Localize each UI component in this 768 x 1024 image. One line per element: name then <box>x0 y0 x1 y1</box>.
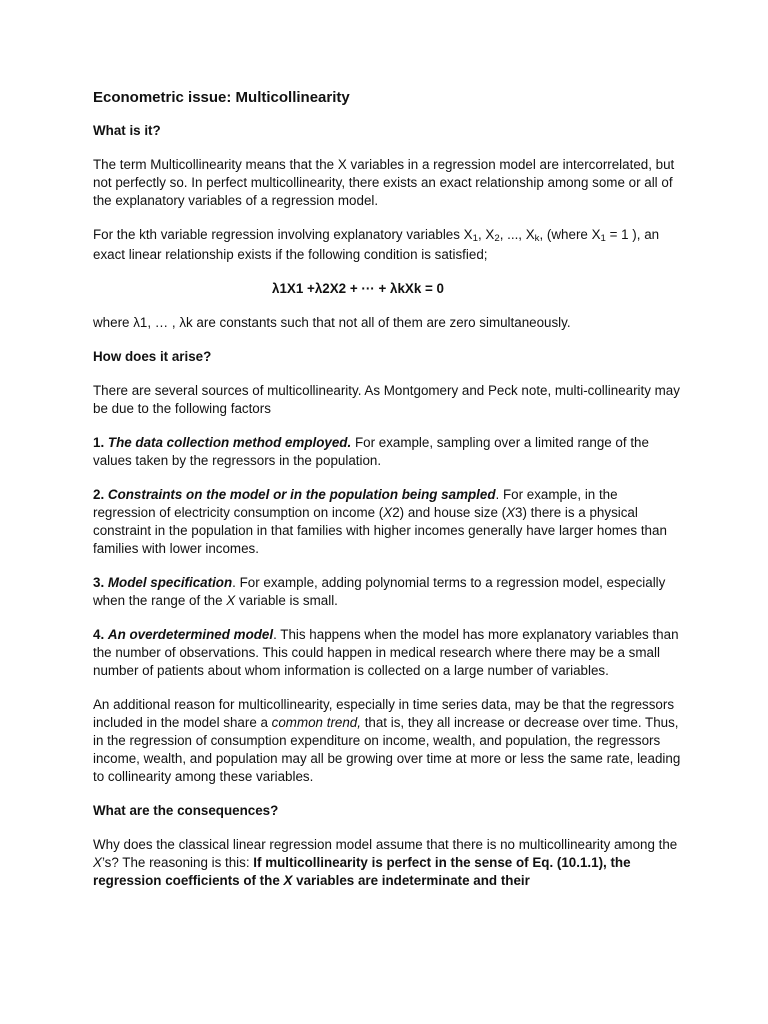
paragraph-common-trend: An additional reason for multicollinearity, especially in time series data, may be that the regressors included in the model share a common trend, that is, they all increase or decrease over time. Thus, in the regression of consumption expenditure on income, wealth, and population, the regressors income, wealth, and population may all be growing over time at more or less the same rate, leading to collinearity among these variables. <box>93 697 681 784</box>
section-heading-consequences: What are the consequences? <box>93 803 279 818</box>
equation-linear-relationship: λ1X1 +λ2X2 + ··· + λkXk = 0 <box>272 281 444 296</box>
paragraph-kth-variable: For the kth variable regression involving explanatory variables $X_1$, $X_2$, ..., $X_k$, (where $X_1 = 1$ ), an exact linear relationship exists if the following condition is satisfied; <box>93 227 660 262</box>
paragraph-definition: The term Multicollinearity means that the X variables in a regression model are intercorrelated, but not perfectly so. In perfect multicollinearity, there exists an exact relationship among some or all of the explanatory variables of a regression model. <box>93 157 675 208</box>
document-title: Econometric issue: Multicollinearity <box>93 89 350 106</box>
list-item-data-collection: 1. The data collection method employed. For example, sampling over a limited range of the values taken by the regressors in the population. <box>93 435 649 468</box>
list-item-overdetermined-model: 4. An overdetermined model. This happens when the model has more explanatory variables than the number of observations. This could happen in medical research where there may be a small number of patients about whom information is collected on a large number of variables. <box>93 627 679 678</box>
list-item-constraints: 2. Constraints on the model or in the population being sampled. For example, in the regression of electricity consumption on income (X2) and house size (X3) there is a physical constraint in the population in that families with higher incomes generally have larger homes than families with lower incomes. <box>93 487 667 556</box>
section-heading-what-is-it: What is it? <box>93 123 161 138</box>
document-page <box>93 88 683 906</box>
list-item-model-specification: 3. Model specification. For example, adding polynomial terms to a regression model, especially when the range of the X variable is small. <box>93 575 666 608</box>
section-heading-how-does-it-arise: How does it arise? <box>93 349 212 364</box>
paragraph-sources: There are several sources of multicollinearity. As Montgomery and Peck note, multi-collinearity may be due to the following factors <box>93 383 680 416</box>
paragraph-constants: where λ1, … , λk are constants such that not all of them are zero simultaneously. <box>93 315 571 330</box>
paragraph-consequences: Why does the classical linear regression model assume that there is no multicollinearity among the X’s? The reasoning is this: If multicollinearity is perfect in the sense of Eq. (10.1.1), the regression coefficients of the X variables are indeterminate and their <box>93 837 678 888</box>
